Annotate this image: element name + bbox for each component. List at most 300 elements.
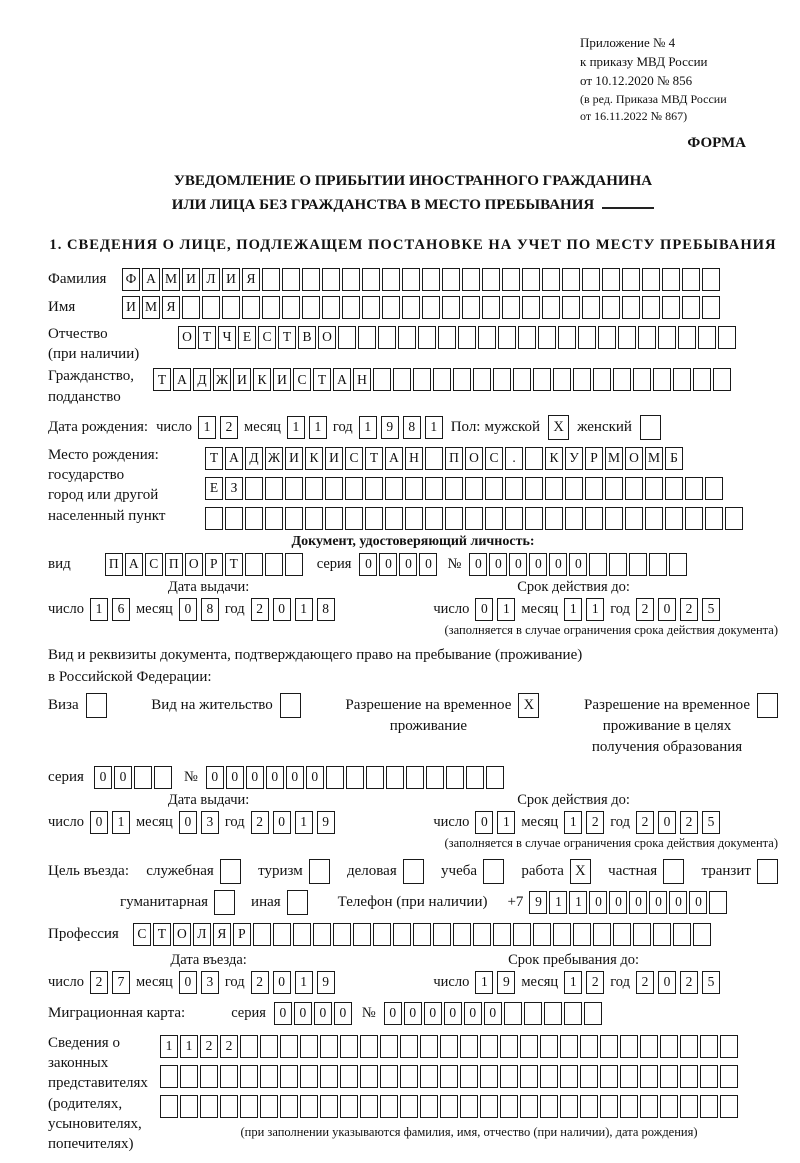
- profession-cells[interactable]: [133, 923, 711, 946]
- char-cell[interactable]: 0: [484, 1002, 502, 1025]
- char-cell[interactable]: [602, 268, 620, 291]
- char-cell[interactable]: [558, 326, 576, 349]
- char-cell[interactable]: [573, 923, 591, 946]
- char-cell[interactable]: К: [545, 447, 563, 470]
- char-cell[interactable]: 0: [609, 891, 627, 914]
- char-cell[interactable]: [482, 296, 500, 319]
- char-cell[interactable]: [682, 268, 700, 291]
- char-cell[interactable]: [360, 1035, 378, 1058]
- purpose-humanitarian-checkbox[interactable]: [214, 890, 235, 915]
- char-cell[interactable]: 5: [702, 971, 720, 994]
- char-cell[interactable]: М: [605, 447, 623, 470]
- stay-number-cells[interactable]: [206, 766, 504, 789]
- char-cell[interactable]: [413, 368, 431, 391]
- representatives-cells-row3[interactable]: [160, 1095, 778, 1118]
- char-cell[interactable]: 2: [636, 811, 654, 834]
- char-cell[interactable]: [645, 507, 663, 530]
- char-cell[interactable]: [445, 477, 463, 500]
- char-cell[interactable]: 9: [529, 891, 547, 914]
- char-cell[interactable]: [580, 1035, 598, 1058]
- char-cell[interactable]: [480, 1035, 498, 1058]
- char-cell[interactable]: [589, 553, 607, 576]
- char-cell[interactable]: [633, 368, 651, 391]
- char-cell[interactable]: [665, 507, 683, 530]
- char-cell[interactable]: [486, 766, 504, 789]
- char-cell[interactable]: [320, 1065, 338, 1088]
- char-cell[interactable]: 1: [497, 598, 515, 621]
- char-cell[interactable]: [525, 447, 543, 470]
- char-cell[interactable]: [600, 1065, 618, 1088]
- issue-day-cells[interactable]: [90, 598, 130, 621]
- char-cell[interactable]: [260, 1095, 278, 1118]
- char-cell[interactable]: [440, 1095, 458, 1118]
- char-cell[interactable]: [720, 1065, 738, 1088]
- char-cell[interactable]: [593, 923, 611, 946]
- gender-female-checkbox[interactable]: [640, 415, 661, 440]
- stay-until-year-cells[interactable]: [636, 971, 720, 994]
- char-cell[interactable]: 2: [200, 1035, 218, 1058]
- char-cell[interactable]: 2: [251, 811, 269, 834]
- char-cell[interactable]: [602, 296, 620, 319]
- char-cell[interactable]: [653, 368, 671, 391]
- char-cell[interactable]: 0: [114, 766, 132, 789]
- char-cell[interactable]: [640, 415, 661, 440]
- char-cell[interactable]: З: [225, 477, 243, 500]
- char-cell[interactable]: 0: [509, 553, 527, 576]
- char-cell[interactable]: [378, 326, 396, 349]
- purpose-work-checkbox[interactable]: [570, 859, 591, 884]
- char-cell[interactable]: [620, 1035, 638, 1058]
- char-cell[interactable]: [525, 507, 543, 530]
- char-cell[interactable]: Т: [153, 368, 171, 391]
- char-cell[interactable]: [405, 477, 423, 500]
- stay-valid-year-cells[interactable]: [636, 811, 720, 834]
- char-cell[interactable]: Ж: [265, 447, 283, 470]
- char-cell[interactable]: [500, 1065, 518, 1088]
- char-cell[interactable]: [673, 923, 691, 946]
- char-cell[interactable]: 1: [287, 416, 305, 439]
- char-cell[interactable]: 1: [586, 598, 604, 621]
- char-cell[interactable]: [300, 1095, 318, 1118]
- char-cell[interactable]: [253, 923, 271, 946]
- char-cell[interactable]: [524, 1002, 542, 1025]
- char-cell[interactable]: [362, 296, 380, 319]
- entry-year-cells[interactable]: [251, 971, 335, 994]
- char-cell[interactable]: 0: [658, 971, 676, 994]
- char-cell[interactable]: 2: [586, 971, 604, 994]
- char-cell[interactable]: [685, 477, 703, 500]
- char-cell[interactable]: [200, 1065, 218, 1088]
- char-cell[interactable]: [564, 1002, 582, 1025]
- char-cell[interactable]: [222, 296, 240, 319]
- char-cell[interactable]: С: [145, 553, 163, 576]
- char-cell[interactable]: [338, 326, 356, 349]
- char-cell[interactable]: О: [465, 447, 483, 470]
- char-cell[interactable]: [305, 477, 323, 500]
- char-cell[interactable]: 0: [206, 766, 224, 789]
- char-cell[interactable]: [545, 477, 563, 500]
- char-cell[interactable]: [638, 326, 656, 349]
- char-cell[interactable]: 1: [309, 416, 327, 439]
- char-cell[interactable]: [560, 1065, 578, 1088]
- issue-month-cells[interactable]: [179, 598, 219, 621]
- char-cell[interactable]: Л: [202, 268, 220, 291]
- char-cell[interactable]: [398, 326, 416, 349]
- char-cell[interactable]: С: [133, 923, 151, 946]
- char-cell[interactable]: [240, 1095, 258, 1118]
- char-cell[interactable]: 1: [425, 416, 443, 439]
- char-cell[interactable]: [600, 1035, 618, 1058]
- char-cell[interactable]: 1: [160, 1035, 178, 1058]
- char-cell[interactable]: П: [445, 447, 463, 470]
- char-cell[interactable]: 1: [564, 811, 582, 834]
- char-cell[interactable]: [420, 1035, 438, 1058]
- migration-series-cells[interactable]: [274, 1002, 352, 1025]
- char-cell[interactable]: 0: [379, 553, 397, 576]
- char-cell[interactable]: [504, 1002, 522, 1025]
- stay-issue-month-cells[interactable]: [179, 811, 219, 834]
- char-cell[interactable]: 2: [220, 416, 238, 439]
- char-cell[interactable]: [620, 1095, 638, 1118]
- char-cell[interactable]: [305, 507, 323, 530]
- char-cell[interactable]: [240, 1065, 258, 1088]
- char-cell[interactable]: [280, 1065, 298, 1088]
- char-cell[interactable]: [313, 923, 331, 946]
- char-cell[interactable]: [645, 477, 663, 500]
- char-cell[interactable]: 2: [586, 811, 604, 834]
- char-cell[interactable]: А: [142, 268, 160, 291]
- char-cell[interactable]: С: [345, 447, 363, 470]
- char-cell[interactable]: [442, 268, 460, 291]
- char-cell[interactable]: [160, 1095, 178, 1118]
- char-cell[interactable]: [262, 268, 280, 291]
- char-cell[interactable]: С: [293, 368, 311, 391]
- char-cell[interactable]: [658, 326, 676, 349]
- char-cell[interactable]: [425, 507, 443, 530]
- given-name-cells[interactable]: [122, 296, 720, 319]
- char-cell[interactable]: 0: [475, 811, 493, 834]
- char-cell[interactable]: [406, 766, 424, 789]
- char-cell[interactable]: [513, 923, 531, 946]
- char-cell[interactable]: [505, 507, 523, 530]
- char-cell[interactable]: [380, 1035, 398, 1058]
- issue-year-cells[interactable]: [251, 598, 335, 621]
- char-cell[interactable]: [220, 1095, 238, 1118]
- char-cell[interactable]: [518, 326, 536, 349]
- char-cell[interactable]: [400, 1035, 418, 1058]
- char-cell[interactable]: 2: [251, 598, 269, 621]
- birth-year-cells[interactable]: [359, 416, 443, 439]
- char-cell[interactable]: [582, 296, 600, 319]
- char-cell[interactable]: [433, 923, 451, 946]
- char-cell[interactable]: [438, 326, 456, 349]
- char-cell[interactable]: [353, 923, 371, 946]
- char-cell[interactable]: И: [122, 296, 140, 319]
- char-cell[interactable]: 0: [658, 598, 676, 621]
- char-cell[interactable]: [453, 368, 471, 391]
- char-cell[interactable]: [540, 1035, 558, 1058]
- char-cell[interactable]: И: [233, 368, 251, 391]
- char-cell[interactable]: [600, 1095, 618, 1118]
- char-cell[interactable]: [609, 553, 627, 576]
- char-cell[interactable]: [605, 507, 623, 530]
- char-cell[interactable]: А: [385, 447, 403, 470]
- char-cell[interactable]: 2: [251, 971, 269, 994]
- char-cell[interactable]: [445, 507, 463, 530]
- stay-until-month-cells[interactable]: [564, 971, 604, 994]
- char-cell[interactable]: [322, 296, 340, 319]
- char-cell[interactable]: [340, 1065, 358, 1088]
- char-cell[interactable]: 1: [564, 971, 582, 994]
- char-cell[interactable]: Н: [405, 447, 423, 470]
- char-cell[interactable]: [380, 1095, 398, 1118]
- char-cell[interactable]: Т: [205, 447, 223, 470]
- char-cell[interactable]: 0: [649, 891, 667, 914]
- char-cell[interactable]: [613, 368, 631, 391]
- char-cell[interactable]: [260, 1035, 278, 1058]
- char-cell[interactable]: [393, 923, 411, 946]
- char-cell[interactable]: [542, 296, 560, 319]
- char-cell[interactable]: П: [165, 553, 183, 576]
- char-cell[interactable]: [300, 1035, 318, 1058]
- valid-month-cells[interactable]: [564, 598, 604, 621]
- char-cell[interactable]: 0: [334, 1002, 352, 1025]
- char-cell[interactable]: [520, 1065, 538, 1088]
- char-cell[interactable]: [663, 859, 684, 884]
- char-cell[interactable]: [640, 1095, 658, 1118]
- char-cell[interactable]: [460, 1035, 478, 1058]
- char-cell[interactable]: [525, 477, 543, 500]
- char-cell[interactable]: [698, 326, 716, 349]
- char-cell[interactable]: Н: [353, 368, 371, 391]
- char-cell[interactable]: [393, 368, 411, 391]
- char-cell[interactable]: [320, 1095, 338, 1118]
- char-cell[interactable]: [682, 296, 700, 319]
- char-cell[interactable]: [205, 507, 223, 530]
- char-cell[interactable]: 0: [384, 1002, 402, 1025]
- char-cell[interactable]: [540, 1095, 558, 1118]
- char-cell[interactable]: [540, 1065, 558, 1088]
- char-cell[interactable]: С: [485, 447, 503, 470]
- char-cell[interactable]: [678, 326, 696, 349]
- stay-valid-day-cells[interactable]: [475, 811, 515, 834]
- char-cell[interactable]: 1: [90, 598, 108, 621]
- char-cell[interactable]: Т: [198, 326, 216, 349]
- char-cell[interactable]: Д: [245, 447, 263, 470]
- char-cell[interactable]: 2: [680, 971, 698, 994]
- char-cell[interactable]: [522, 268, 540, 291]
- char-cell[interactable]: [480, 1065, 498, 1088]
- char-cell[interactable]: Р: [233, 923, 251, 946]
- char-cell[interactable]: Я: [242, 268, 260, 291]
- char-cell[interactable]: [533, 923, 551, 946]
- char-cell[interactable]: [385, 507, 403, 530]
- char-cell[interactable]: К: [305, 447, 323, 470]
- char-cell[interactable]: 0: [464, 1002, 482, 1025]
- representatives-cells-row1[interactable]: [160, 1035, 778, 1058]
- char-cell[interactable]: [287, 890, 308, 915]
- char-cell[interactable]: [202, 296, 220, 319]
- char-cell[interactable]: [440, 1065, 458, 1088]
- char-cell[interactable]: [345, 507, 363, 530]
- citizenship-cells[interactable]: [153, 368, 731, 391]
- char-cell[interactable]: И: [285, 447, 303, 470]
- char-cell[interactable]: [473, 923, 491, 946]
- char-cell[interactable]: 3: [201, 971, 219, 994]
- char-cell[interactable]: И: [273, 368, 291, 391]
- char-cell[interactable]: [662, 296, 680, 319]
- char-cell[interactable]: [382, 268, 400, 291]
- char-cell[interactable]: [446, 766, 464, 789]
- char-cell[interactable]: [720, 1035, 738, 1058]
- char-cell[interactable]: [426, 766, 444, 789]
- char-cell[interactable]: [285, 507, 303, 530]
- char-cell[interactable]: 8: [201, 598, 219, 621]
- char-cell[interactable]: [593, 368, 611, 391]
- char-cell[interactable]: [485, 477, 503, 500]
- char-cell[interactable]: [360, 1065, 378, 1088]
- char-cell[interactable]: А: [333, 368, 351, 391]
- char-cell[interactable]: [302, 268, 320, 291]
- char-cell[interactable]: Р: [205, 553, 223, 576]
- char-cell[interactable]: [553, 368, 571, 391]
- option-residence-permit-checkbox[interactable]: [280, 693, 301, 718]
- char-cell[interactable]: [538, 326, 556, 349]
- char-cell[interactable]: 0: [399, 553, 417, 576]
- char-cell[interactable]: [358, 326, 376, 349]
- char-cell[interactable]: В: [298, 326, 316, 349]
- char-cell[interactable]: 2: [220, 1035, 238, 1058]
- char-cell[interactable]: 0: [589, 891, 607, 914]
- option-visa-checkbox[interactable]: [86, 693, 107, 718]
- char-cell[interactable]: [362, 268, 380, 291]
- char-cell[interactable]: [580, 1095, 598, 1118]
- char-cell[interactable]: [553, 923, 571, 946]
- purpose-tourism-checkbox[interactable]: [309, 859, 330, 884]
- char-cell[interactable]: К: [253, 368, 271, 391]
- char-cell[interactable]: [673, 368, 691, 391]
- char-cell[interactable]: О: [173, 923, 191, 946]
- char-cell[interactable]: [702, 296, 720, 319]
- char-cell[interactable]: 0: [273, 971, 291, 994]
- char-cell[interactable]: [402, 296, 420, 319]
- char-cell[interactable]: [462, 296, 480, 319]
- char-cell[interactable]: [500, 1035, 518, 1058]
- char-cell[interactable]: 0: [306, 766, 324, 789]
- char-cell[interactable]: [160, 1065, 178, 1088]
- char-cell[interactable]: [660, 1095, 678, 1118]
- char-cell[interactable]: 1: [180, 1035, 198, 1058]
- doc-series-cells[interactable]: [359, 553, 437, 576]
- char-cell[interactable]: [280, 1095, 298, 1118]
- char-cell[interactable]: 0: [246, 766, 264, 789]
- char-cell[interactable]: [425, 477, 443, 500]
- char-cell[interactable]: А: [173, 368, 191, 391]
- char-cell[interactable]: [240, 1035, 258, 1058]
- char-cell[interactable]: [633, 923, 651, 946]
- representatives-cells-row2[interactable]: [160, 1065, 778, 1088]
- char-cell[interactable]: [685, 507, 703, 530]
- char-cell[interactable]: 0: [404, 1002, 422, 1025]
- char-cell[interactable]: [520, 1095, 538, 1118]
- char-cell[interactable]: 0: [489, 553, 507, 576]
- char-cell[interactable]: [709, 891, 727, 914]
- entry-day-cells[interactable]: [90, 971, 130, 994]
- char-cell[interactable]: [382, 296, 400, 319]
- char-cell[interactable]: Т: [225, 553, 243, 576]
- char-cell[interactable]: 1: [295, 811, 313, 834]
- char-cell[interactable]: Е: [205, 477, 223, 500]
- char-cell[interactable]: 9: [381, 416, 399, 439]
- char-cell[interactable]: [465, 477, 483, 500]
- char-cell[interactable]: [360, 1095, 378, 1118]
- birth-month-cells[interactable]: [287, 416, 327, 439]
- stay-issue-year-cells[interactable]: [251, 811, 335, 834]
- char-cell[interactable]: [280, 693, 301, 718]
- char-cell[interactable]: [713, 368, 731, 391]
- char-cell[interactable]: Ф: [122, 268, 140, 291]
- char-cell[interactable]: 5: [702, 811, 720, 834]
- purpose-private-checkbox[interactable]: [663, 859, 684, 884]
- char-cell[interactable]: 8: [317, 598, 335, 621]
- char-cell[interactable]: П: [105, 553, 123, 576]
- char-cell[interactable]: [245, 477, 263, 500]
- char-cell[interactable]: М: [645, 447, 663, 470]
- char-cell[interactable]: И: [325, 447, 343, 470]
- char-cell[interactable]: [265, 477, 283, 500]
- char-cell[interactable]: 1: [295, 971, 313, 994]
- char-cell[interactable]: [542, 268, 560, 291]
- char-cell[interactable]: С: [258, 326, 276, 349]
- doc-number-cells[interactable]: [469, 553, 687, 576]
- char-cell[interactable]: [640, 1035, 658, 1058]
- char-cell[interactable]: [493, 923, 511, 946]
- char-cell[interactable]: Т: [278, 326, 296, 349]
- purpose-business-checkbox[interactable]: [403, 859, 424, 884]
- char-cell[interactable]: [482, 268, 500, 291]
- char-cell[interactable]: 0: [475, 598, 493, 621]
- char-cell[interactable]: [618, 326, 636, 349]
- char-cell[interactable]: [545, 507, 563, 530]
- char-cell[interactable]: [705, 507, 723, 530]
- char-cell[interactable]: [625, 507, 643, 530]
- char-cell[interactable]: [134, 766, 152, 789]
- char-cell[interactable]: [345, 477, 363, 500]
- char-cell[interactable]: [560, 1035, 578, 1058]
- char-cell[interactable]: [502, 296, 520, 319]
- char-cell[interactable]: [182, 296, 200, 319]
- char-cell[interactable]: [485, 507, 503, 530]
- char-cell[interactable]: [662, 268, 680, 291]
- char-cell[interactable]: [365, 507, 383, 530]
- char-cell[interactable]: [498, 326, 516, 349]
- char-cell[interactable]: 0: [359, 553, 377, 576]
- char-cell[interactable]: [585, 477, 603, 500]
- char-cell[interactable]: [322, 268, 340, 291]
- stay-valid-month-cells[interactable]: [564, 811, 604, 834]
- char-cell[interactable]: [613, 923, 631, 946]
- char-cell[interactable]: [620, 1065, 638, 1088]
- char-cell[interactable]: [582, 268, 600, 291]
- char-cell[interactable]: [433, 368, 451, 391]
- char-cell[interactable]: [365, 477, 383, 500]
- char-cell[interactable]: [480, 1095, 498, 1118]
- char-cell[interactable]: О: [625, 447, 643, 470]
- char-cell[interactable]: [422, 268, 440, 291]
- patronymic-cells[interactable]: [178, 326, 736, 349]
- char-cell[interactable]: [625, 477, 643, 500]
- char-cell[interactable]: [180, 1065, 198, 1088]
